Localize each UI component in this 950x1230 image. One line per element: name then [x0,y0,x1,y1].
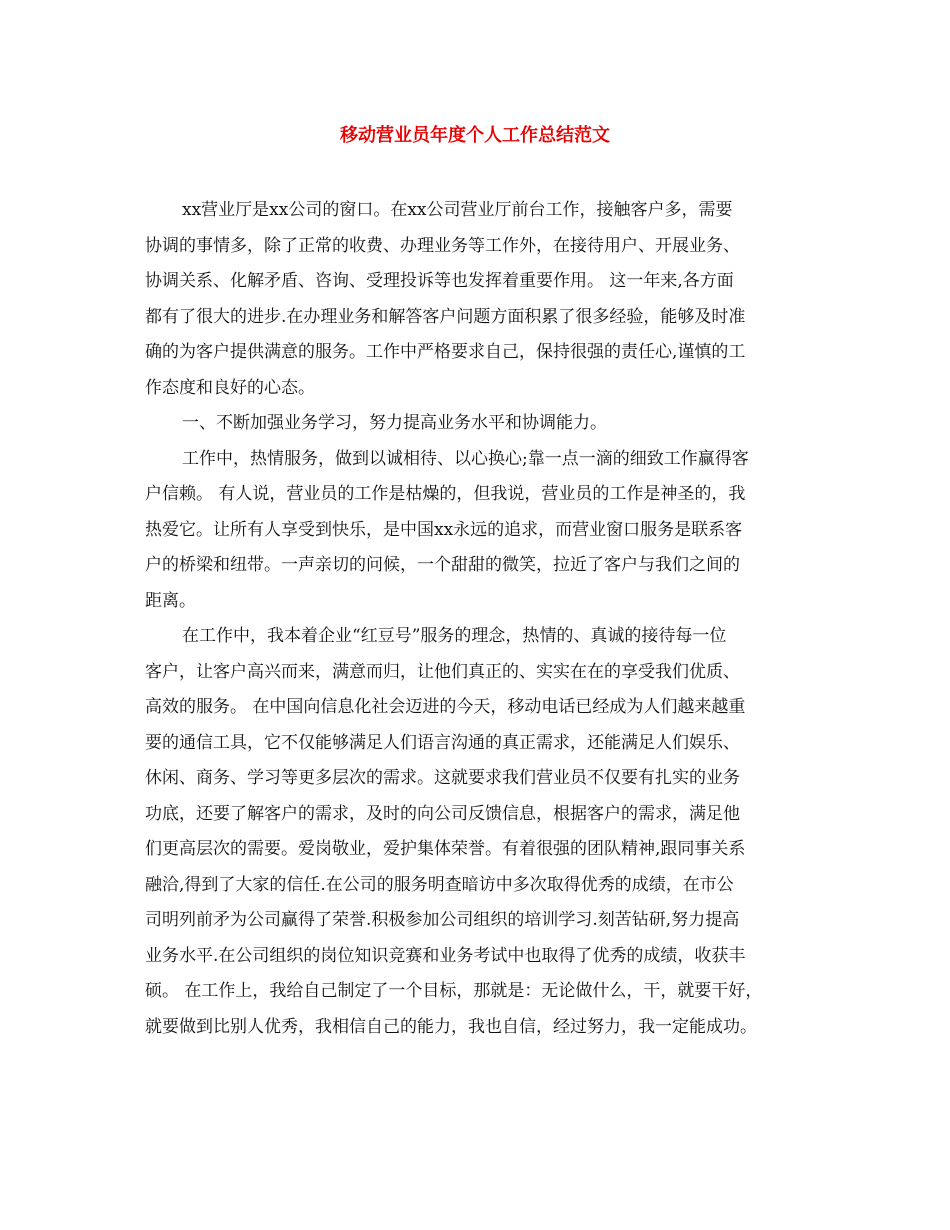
text-line: 作态度和良好的心态。 [145,377,315,398]
text-line: 融洽,得到了大家的信任.在公司的服务明查暗访中多次取得优秀的成绩，在市公 [145,874,734,895]
text-line: 休闲、商务、学习等更多层次的需求。这就要求我们营业员不仅要有扎实的业务 [145,768,740,788]
text-line: 业务水平.在公司组织的岗位知识竞赛和业务考试中也取得了优秀的成绩，收获丰 [145,945,746,966]
text-line: 司明列前矛为公司赢得了荣誉.积极参加公司组织的培训学习.刻苦钻研,努力提高 [145,910,740,930]
text-line: 热爱它。让所有人享受到快乐，是中国xx永远的追求，而营业窗口服务是联系客 [145,519,743,540]
document-body [145,193,810,1045]
text-line: 硕。 在工作上，我给自己制定了一个目标，那就是：无论做什么，干，就要干好， [145,981,763,1001]
text-line: 客户，让客户高兴而来，满意而归，让他们真正的、实实在在的享受我们优质、 [145,661,740,682]
document-title: 移动营业员年度个人工作总结范文 [340,125,610,146]
text-line: 确的为客户提供满意的服务。工作中严格要求自己，保持很强的责任心,谨慎的工 [145,342,746,362]
text-line: 高效的服务。 在中国向信息化社会迈进的今天，移动电话已经成为人们越来越重 [145,697,746,717]
text-line: 要的通信工具，它不仅能够满足人们语言沟通的真正需求，还能满足人们娱乐、 [145,732,740,753]
text-line: 工作中，热情服务，做到以诚相待、以心换心;靠一点一滴的细致工作赢得客 [182,448,749,469]
text-line: 就要做到比别人优秀，我相信自己的能力，我也自信，经过努力，我一定能成功。 [145,1016,757,1037]
section-heading: 一、不断加强业务学习，努力提高业务水平和协调能力。 [182,413,607,433]
text-line: 户的桥梁和纽带。一声亲切的问候，一个甜甜的微笑，拉近了客户与我们之间的 [145,555,740,575]
text-line: 协调的事情多，除了正常的收费、办理业务等工作外，在接待用户、开展业务、 [145,235,740,256]
text-line: 们更高层次的需要。爱岗敬业，爱护集体荣誉。有着很强的团队精神,跟同事关系 [145,839,746,859]
text-line: 户信赖。 有人说，营业员的工作是枯燥的，但我说，营业员的工作是神圣的，我 [145,484,746,504]
text-line: xx营业厅是xx公司的窗口。在xx公司营业厅前台工作，接触客户多，需要 [182,200,733,220]
text-line: 功底，还要了解客户的需求，及时的向公司反馈信息，根据客户的需求，满足他 [145,803,740,824]
text-line: 都有了很大的进步.在办理业务和解答客户问题方面积累了很多经验，能够及时准 [145,306,746,327]
text-line: 协调关系、化解矛盾、咨询、受理投诉等也发挥着重要作用。 这一年来,各方面 [145,271,734,291]
text-line: 在工作中，我本着企业“红豆号”服务的理念，热情的、真诚的接待每一位 [182,626,727,646]
text-line: 距离。 [145,590,196,611]
